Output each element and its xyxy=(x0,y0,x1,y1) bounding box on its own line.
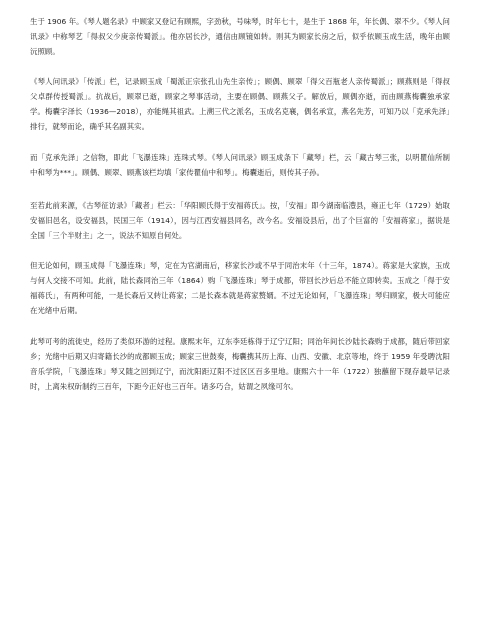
article-paragraph-6: 此琴可考的流徙史，经历了类似环游的过程。康熙末年，辽东李廷栋得于辽宁辽阳；同治年间长沙陆长森购于成都，随后带回家乡；光绪中后期又归寄籍长沙的成都顾玉成；顾家三世鼓奏，梅囊携其历上海、山西、安徽、北京等地，终于 1959 年受聘沈阳音乐学院，「飞瀑连珠」琴又随之回到辽宁，而沈阳距辽阳不过区区百多里地。康熙六十一年（1722）独蘸留下现存最早记录时，上离朱权斫制约三百年，下距今正好也三百年。诸多巧合，姑谓之夙缘可尔。 xyxy=(30,337,450,391)
article-paragraph-4: 至若此前来源，《古琴征访录》「藏者」栏云：「华阳顾氏得于安福蒋氏」。按，「安福」即今湖南临澧县，雍正七年（1729）始取安福旧邑名，设安福县，民国三年（1914），因与江西安福县同名，改今名。安福设县后，出了个巨富的「安福蒋家」，据说是全国「三个半财主」之一，说法不知原自何处。 xyxy=(30,201,450,240)
article-paragraph-5: 但无论如何，顾玉成得「飞瀑连珠」琴，定在为官湖南后，移家长沙或不早于同治末年（十三年，1874）。蒋家是大家族，玉成与何人交接不可知。此前，陆长森同治三年（1864）购「飞瀑连珠」琴于成都，带回长沙后总不能立即转卖。玉成之「得于安福蒋氏」，有两种可能，一是长森后又转让蒋家；二是长森本就是蒋家赘婿。不过无论如何，「飞瀑连珠」琴归顾家，极大可能应在光绪中后期。 xyxy=(30,261,450,315)
article-paragraph-2: 《琴人问讯录》「传派」栏，记录顾玉成「蜀派正宗张孔山先生亲传」；顾偶、顾翠「得父百瓶老人亲传蜀派」；顾燕则是「得叔父卓群传授蜀派」。抗战后，顾翠已逝，顾家之琴事活动，主要在顾偶、顾燕父子。解放后，顾偶亦逝，而由顾燕梅囊独承家学。梅囊字泽长（1936—2018），亦能绳其祖武。上溯三代之派名，玉成名克襄，偶名承宣，燕名先芳，可知乃以「克承先泽」排行，就琴而论，确乎其名副其实。 xyxy=(30,77,450,131)
article-paragraph-3: 而「克承先泽」之信物，即此「飞瀑连珠」连珠式琴。《琴人问讯录》顾玉成条下「藏琴」栏，云「藏古琴三张，以明瞿仙所制中和琴为***」。顾偶、顾翠、顾燕该栏均填「家传瞿仙中和琴」。梅囊逝后，则传其子孙。 xyxy=(30,153,450,177)
article-paragraph-1: 生于 1906 年。《琴人题名录》中顾家又登记有顾熙，字劲秋，号味琴，时年七十，是生于 1868 年，年长偶、翠不少。《琴人问讯录》中称琴艺「得叔父少庚亲传蜀派」。他亦居长沙，通信由顾镜如转。则其为顾家长房之后，似乎依顾玉成生活，晚年由顾沅照顾。 xyxy=(30,17,450,56)
